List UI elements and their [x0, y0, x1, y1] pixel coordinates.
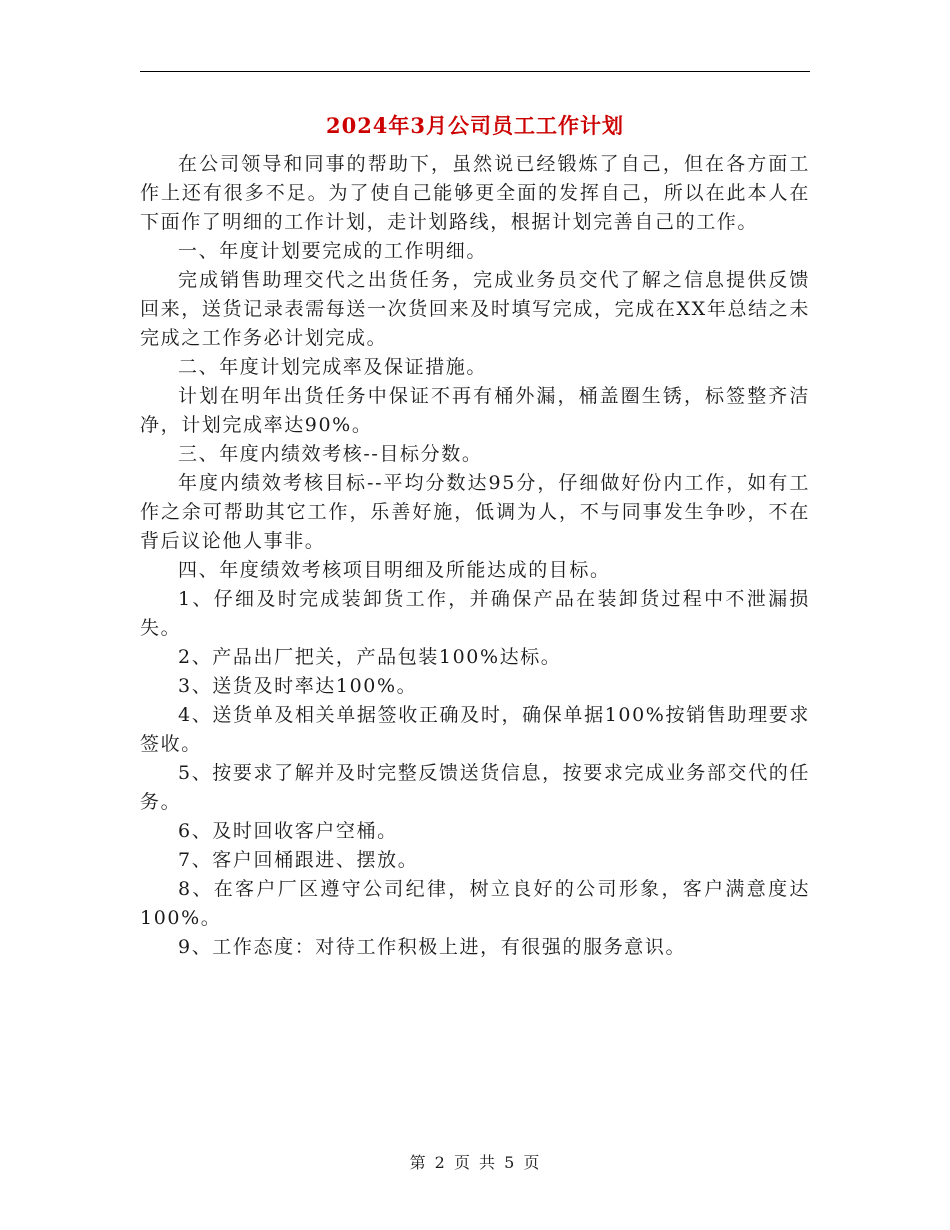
document-body [140, 150, 810, 962]
list-item: 7、客户回桶跟进、摆放。 [178, 849, 419, 871]
paragraph: 计划在明年出货任务中保证不再有桶外漏，桶盖圈生锈，标签整齐洁净，计划完成率达90%。 [140, 385, 810, 436]
list-item: 8、在客户厂区遵守公司纪律，树立良好的公司形象，客户满意度达100%。 [140, 878, 810, 929]
document-title: 2024年3月公司员工工作计划 [325, 113, 625, 138]
list-item: 3、送货及时率达100%。 [178, 675, 418, 697]
list-item: 2、产品出厂把关，产品包装100%达标。 [178, 646, 562, 668]
section-heading-3: 三、年度内绩效考核--目标分数。 [178, 443, 483, 465]
section-heading-4: 四、年度绩效考核项目明细及所能达成的目标。 [178, 559, 611, 581]
list-item: 1、仔细及时完成装卸货工作，并确保产品在装卸货过程中不泄漏损失。 [140, 588, 810, 639]
paragraph: 年度内绩效考核目标--平均分数达95分，仔细做好份内工作，如有工作之余可帮助其它工作，乐善好施，低调为人，不与同事发生争吵，不在背后议论他人事非。 [140, 472, 810, 552]
paragraph-intro: 在公司领导和同事的帮助下，虽然说已经锻炼了自己，但在各方面工作上还有很多不足。为了使自己能够更全面的发挥自己，所以在此本人在下面作了明细的工作计划，走计划路线，根据计划完善自己的工作。 [140, 153, 810, 233]
section-heading-2: 二、年度计划完成率及保证措施。 [178, 356, 488, 378]
section-heading-1: 一、年度计划要完成的工作明细。 [178, 240, 488, 262]
list-item: 9、工作态度：对待工作积极上进，有很强的服务意识。 [178, 936, 687, 958]
paragraph: 完成销售助理交代之出货任务，完成业务员交代了解之信息提供反馈回来，送货记录表需每送一次货回来及时填写完成，完成在XX年总结之未完成之工作务必计划完成。 [140, 269, 810, 349]
list-item: 5、按要求了解并及时完整反馈送货信息，按要求完成业务部交代的任务。 [140, 762, 810, 813]
list-item: 6、及时回收客户空桶。 [178, 820, 398, 842]
list-item: 4、送货单及相关单据签收正确及时，确保单据100%按销售助理要求签收。 [140, 704, 810, 755]
page-number-footer: 第 2 页 共 5 页 [409, 1153, 541, 1172]
header-rule [140, 71, 810, 72]
